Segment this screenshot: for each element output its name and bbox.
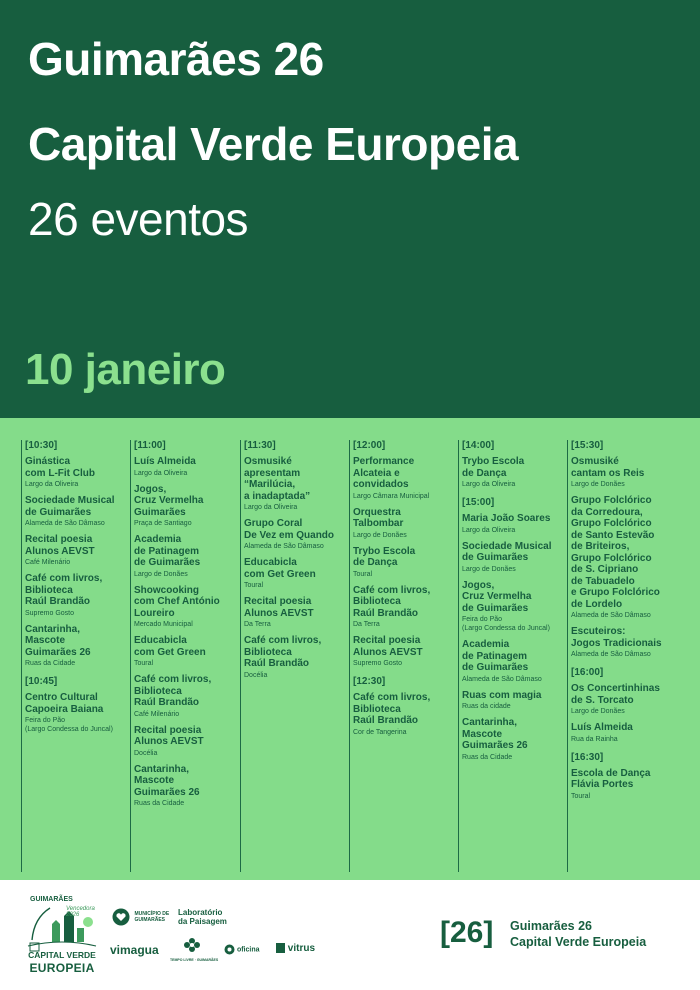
event-item [244,596,342,629]
event-title: Maria João Soares [462,513,551,524]
event-item [462,717,560,762]
event-title: Performance Alcateia e convidados [353,456,415,490]
event-title: Os Concertinhinas de S. Torcato [571,683,660,706]
brand-line2: Capital Verde Europeia [510,935,647,949]
time-label: [12:00] [353,440,386,451]
time-label: [16:00] [571,667,604,678]
event-location: Largo de Donães [571,481,625,488]
event-location: Ruas da cidade [462,703,511,710]
event-title: Sociedade Musical de Guimarães [462,540,552,563]
event-item [25,624,123,669]
event-title: Trybo Escola de Dança [353,545,416,568]
event-item [353,456,451,501]
event-location: Largo de Donães [571,708,625,715]
event-item [134,534,232,579]
event-title: Ruas com magia [462,689,542,701]
event-location: Largo da Oliveira [462,481,516,488]
poster-footer [0,880,700,990]
event-item [25,534,123,567]
event-location: Docélia [244,671,268,679]
event-title: Recital poesia Alunos AEVST [25,534,95,557]
event-title: Ginástica com L-Fit Club [25,456,95,479]
schedule-column [130,440,232,872]
event-title: Recital poesia Alunos AEVST [353,635,423,658]
event-item [134,725,232,758]
event-title: Escola de Dança Flávia Portes [571,767,651,790]
brand-line1: Guimarães 26 [510,919,592,933]
event-location: Toural [244,582,264,589]
event-item [571,722,669,744]
event-location: Da Terra [353,621,380,628]
event-item [244,518,342,551]
event-location: Ruas da Cidade [462,753,513,761]
event-title: Jogos, Cruz Vermelha Guimarães [134,483,204,518]
event-title: Orquestra Talbombar [353,506,404,529]
title-events-count: 26 eventos [28,193,249,245]
event-location: Largo de Donães [462,565,516,573]
event-location: Docélia [134,749,158,757]
time-slot [353,440,451,668]
time-slot [25,676,123,734]
event-item [134,585,232,630]
time-label: [11:30] [244,440,276,451]
schedule-column [349,440,451,872]
time-label: [10:30] [25,440,58,451]
event-item [571,456,669,489]
event-title: Showcooking com Chef António Loureiro [134,584,220,619]
event-title: Café com livros, Biblioteca Raúl Brandão [244,635,322,669]
event-location: Praça de Santiago [134,520,192,527]
event-location: Café Milenário [134,710,180,718]
event-location: Largo da Oliveira [134,469,188,477]
brand-number: [26] [440,916,494,949]
event-item [25,692,123,734]
event-item [134,456,232,478]
vimagua-logo: vimagua [110,943,159,957]
event-location: Largo da Oliveira [244,504,298,511]
event-item [244,557,342,590]
time-slot [571,752,669,801]
event-title: Educabicla com Get Green [244,557,316,580]
vitrus-mark-icon [276,943,285,953]
event-item [353,546,451,579]
event-location: Alameda de São Dâmaso [571,651,651,658]
logo-title-line1: CAPITAL VERDE [28,950,96,960]
event-location: Toural [134,660,154,667]
event-title: Cantarinha, Mascote Guimarães 26 [462,717,528,751]
event-location: Ruas da Cidade [134,800,185,807]
event-item [244,456,342,512]
event-title: Academia de Patinagem de Guimarães [134,534,201,568]
event-location: Largo da Oliveira [462,526,516,534]
event-title: Luís Almeida [571,722,633,733]
time-label: [15:00] [462,497,495,508]
time-slot [25,440,123,668]
event-date: 10 janeiro [25,345,226,394]
event-title: Cantarinha, Mascote Guimarães 26 [25,623,91,658]
event-title: Escuteiros: Jogos Tradicionais [571,626,662,649]
event-location: Mercado Municipal [134,621,193,628]
time-label: [14:00] [462,440,495,451]
event-item [571,768,669,801]
event-location: Alameda de São Dâmaso [25,520,105,527]
event-item [462,690,560,712]
time-slot [244,440,342,680]
oficina-logo [224,944,260,955]
municipio-logo [112,908,172,926]
event-item [134,764,232,809]
event-item [353,507,451,540]
event-item [462,639,560,684]
event-item [462,541,560,574]
time-slot [134,440,232,808]
event-title: Grupo Coral De Vez em Quando [244,518,335,541]
title-city: Guimarães 26 [28,33,324,85]
event-location: Rua da Rainha [571,735,618,743]
time-label: [11:00] [134,440,166,451]
event-location: Alameda de São Dâmaso [571,612,651,619]
event-item [571,626,669,659]
time-slot [462,440,560,489]
event-item [353,692,451,737]
event-location: Feira do Pão (Largo Condessa do Juncal) [462,616,550,632]
event-title: Recital poesia Alunos AEVST [134,724,204,747]
event-location: Ruas da Cidade [25,660,76,667]
event-title: Centro Cultural Capoeira Baiana [25,692,104,715]
event-location: Supremo Gosto [25,609,75,617]
event-item [462,513,560,535]
event-title: Osmusiké apresentam “Marilúcia, a inadaptada” [244,456,311,502]
leaf-emblem-icon [22,894,102,954]
event-item [462,456,560,489]
logo-city-text: GUIMARÃES [30,896,73,903]
time-label: [15:30] [571,440,604,451]
event-location: Da Terra [244,621,271,628]
capital-verde-logo [22,894,102,980]
event-item [25,456,123,489]
event-title: Osmusiké cantam os Reis [571,456,645,479]
event-title: Jogos, Cruz Vermelha de Guimarães [462,579,532,614]
event-location: Largo Câmara Municipal [353,492,430,500]
event-title: Luís Almeida [134,456,196,467]
event-item [462,580,560,634]
event-title: Café com livros, Biblioteca Raúl Brandão [25,573,103,607]
event-item [353,585,451,630]
event-item [353,635,451,668]
event-title: Academia de Patinagem de Guimarães [462,639,529,673]
tempo-livre-text: TEMPO LIVRE · GUIMARÃES [170,958,219,962]
tempo-livre-logo [170,937,219,962]
vitrus-text: vitrus [287,943,316,954]
event-item [25,495,123,528]
logo-script-text: Vencedora 2026 [66,906,95,918]
event-location: Supremo Gosto [353,660,403,667]
flower-icon [183,937,201,953]
event-location: Cor de Tangerina [353,728,407,736]
event-item [25,573,123,618]
event-title: Café com livros, Biblioteca Raúl Brandão [353,584,431,619]
event-title: Grupo Folclórico da Corredoura, Grupo Folclórico de Santo Estevão de Briteiros, Grupo Folclórico de S. Cipriano de Tabuadelo e Grupo Folclórico de Lordelo [571,495,660,610]
event-location: Feira do Pão (Largo Condessa do Juncal) [25,717,113,733]
time-slot [353,676,451,737]
time-slot [571,667,669,744]
vitrus-logo [276,943,315,954]
schedule-column [458,440,560,872]
logo-title-line2: EUROPEIA [29,961,95,975]
schedule-grid [0,418,700,880]
event-location: Toural [353,570,373,578]
event-title: Sociedade Musical de Guimarães [25,495,115,518]
schedule-column [240,440,342,872]
event-title: Café com livros, Biblioteca Raúl Brandão [353,692,431,726]
event-title: Café com livros, Biblioteca Raúl Brandão [134,674,212,708]
oficina-text: oficina [236,946,260,954]
event-item [244,635,342,680]
event-item [134,674,232,719]
event-location: Largo de Donães [134,570,188,578]
event-location: Largo de Donães [353,531,407,539]
event-location: Alameda de São Dâmaso [244,543,324,550]
title-capital: Capital Verde Europeia [28,118,519,170]
schedule-column [21,440,123,872]
circle-icon [224,944,235,955]
event-title: Trybo Escola de Dança [462,456,525,479]
heart-icon [112,908,130,926]
poster-header [0,0,700,418]
event-title: Cantarinha, Mascote Guimarães 26 [134,763,200,798]
time-slot [571,440,669,659]
event-title: Recital poesia Alunos AEVST [244,596,314,619]
time-label: [16:30] [571,751,604,763]
time-label: [10:45] [25,676,58,687]
event-title: Educabicla com Get Green [134,635,206,658]
laboratorio-paisagem-logo: Laboratório da Paisagem [178,908,227,926]
schedule-column [567,440,669,872]
event-location: Alameda de São Dâmaso [462,675,542,683]
event-item [571,495,669,620]
event-location: Café Milenário [25,559,71,566]
municipio-text: MUNICÍPIO DE GUIMARÃES [134,911,170,923]
event-item [134,635,232,668]
event-location: Largo da Oliveira [25,481,79,488]
event-item [571,683,669,716]
time-slot [462,497,560,762]
event-item [134,484,232,529]
time-label: [12:30] [353,676,386,687]
event-location: Toural [571,792,591,800]
